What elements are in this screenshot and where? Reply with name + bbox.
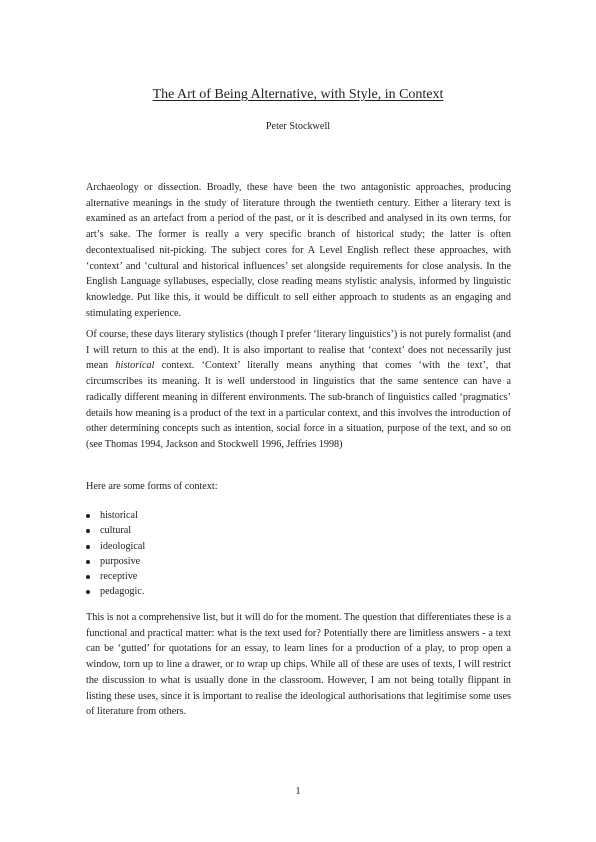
list-item-text: receptive	[100, 571, 138, 583]
list-item	[86, 554, 386, 569]
paper-title: The Art of Being Alternative, with Style, in Context	[152, 87, 444, 102]
author-name: Peter Stockwell	[265, 121, 331, 132]
paragraph-2-italic-word: historical	[115, 360, 155, 372]
list-item-text: purposive	[100, 555, 141, 567]
paragraph-2-text-end: context. ‘Context’ literally means anything that comes ‘with the text’, that circumscribes its meaning. It is well understood in linguistics that the same sentence can have a radically different meaning in different environments. The sub-branch of linguistics called ‘pragmatics’ details how meaning is a product of the text in a particular context, and this involves the introduction of other determining concepts such as intention, social force in a situation, purpose of the text, and so on (see Thomas 1994, Jackson and Stockwell 1996, Jeffries 1998)	[86, 360, 511, 450]
paragraph-3: Here are some forms of context:	[86, 481, 218, 492]
list-item-text: historical	[100, 510, 138, 521]
bullet-icon	[86, 529, 90, 533]
list-item-text: ideological	[100, 540, 146, 552]
list-item-text: cultural	[100, 525, 132, 537]
list-item-text: pedagogic.	[100, 586, 145, 598]
context-forms-list	[86, 508, 386, 600]
page-number: 1	[295, 786, 301, 797]
bullet-icon	[86, 575, 90, 579]
paragraph-4: This is not a comprehensive list, but it will do for the moment. The question that differentiates these is a functional and practical matter: what is the text used for? Potentially there are limitless answers - a text can be ‘gutted’ for quotations for an essay, to learn lines for a production of a play, to prop open a window, torn up to line a drawer, or to wrap up chips. While all of these are uses of texts, I will restrict the discussion to what is usually done in the classroom. However, I am not being totally flippant in listing these uses, since it is important to realise the ideological authorisations that legitimise some uses of literature from others.	[86, 612, 511, 718]
list-item	[86, 584, 386, 599]
bullet-icon	[86, 590, 90, 594]
paragraph-2	[86, 327, 511, 453]
list-item	[86, 508, 386, 523]
paragraph-2-text-start: Of course, these days literary stylistics (though I prefer ‘literary linguistics’) is not purely formalist (and I will return to this at the end). It is also important to realise that ‘context’ does not necessarily just mean	[86, 329, 511, 372]
bullet-icon	[86, 560, 90, 564]
paragraph-1: Archaeology or dissection. Broadly, these have been the two antagonistic approaches, producing alternative meanings in the study of literature through the twentieth century. Either a literary text is examined as an artefact from a period of the past, or it is described and analysed in its own terms, for art’s sake. The former is really a very specific branch of historical study; the latter is often decontextualised nit-picking. The subject cores for A Level English reflect these approaches, with ‘context’ and ‘cultural and historical influences’ set alongside requirements for close analysis. In the English Language syllabuses, especially, close reading means stylistic analysis, informed by linguistic knowledge. Put like this, it would be difficult to sell either approach to students as an engaging and stimulating experience.	[86, 182, 511, 319]
list-item	[86, 539, 386, 554]
list-item	[86, 569, 386, 584]
bullet-icon	[86, 514, 90, 518]
list-item	[86, 523, 386, 538]
bullet-icon	[86, 545, 90, 549]
